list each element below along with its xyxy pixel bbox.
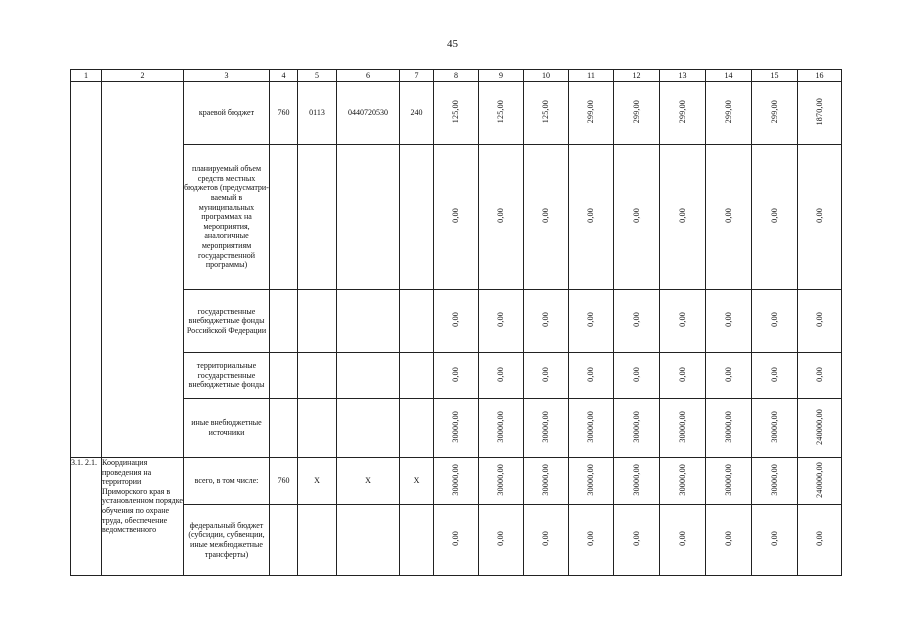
code-cell: 760 [270, 458, 298, 505]
header-cell: 12 [614, 70, 660, 82]
code-cell: X [298, 458, 337, 505]
value-text: 0,00 [496, 531, 506, 547]
value-cell [706, 82, 752, 145]
section-title-empty [102, 82, 184, 458]
code-cell [337, 505, 400, 576]
value-cell [706, 290, 752, 353]
value-text: 0,00 [631, 208, 641, 224]
code-cell: 0113 [298, 82, 337, 145]
code-cell [270, 145, 298, 290]
value-text: 0,00 [677, 366, 687, 382]
table-row [71, 505, 842, 576]
header-cell: 14 [706, 70, 752, 82]
header-cell: 5 [298, 70, 337, 82]
funding-source-label: краевой бюджет [184, 82, 270, 145]
code-cell [400, 353, 434, 399]
section-title: Координация проведения на территории Приморского края в установленном порядке обучения по охране труда, обеспечение ведомственного [102, 458, 184, 576]
value-text: 30000,00 [723, 463, 733, 496]
value-text: 30000,00 [496, 463, 506, 496]
value-cell [614, 353, 660, 399]
value-text: 30000,00 [586, 410, 596, 443]
value-text: 30000,00 [631, 463, 641, 496]
value-text: 299,00 [677, 100, 687, 124]
value-cell [524, 399, 569, 458]
value-cell [706, 399, 752, 458]
value-cell [479, 145, 524, 290]
value-text: 0,00 [723, 531, 733, 547]
code-cell [337, 353, 400, 399]
value-cell [706, 458, 752, 505]
section-number-empty [71, 82, 102, 458]
value-text: 0,00 [451, 366, 461, 382]
value-cell [660, 399, 706, 458]
value-text: 0,00 [677, 312, 687, 328]
value-cell [569, 505, 614, 576]
value-cell [752, 353, 798, 399]
budget-table [70, 69, 842, 576]
header-cell: 13 [660, 70, 706, 82]
value-text: 0,00 [723, 208, 733, 224]
value-cell [479, 399, 524, 458]
header-row [71, 70, 842, 82]
value-text: 0,00 [769, 312, 779, 328]
value-text: 125,00 [451, 100, 461, 124]
value-cell [479, 290, 524, 353]
value-text: 0,00 [451, 208, 461, 224]
value-text: 30000,00 [769, 463, 779, 496]
value-text: 30000,00 [451, 410, 461, 443]
header-cell: 16 [798, 70, 842, 82]
table-row [71, 399, 842, 458]
value-cell [434, 82, 479, 145]
value-cell [706, 145, 752, 290]
value-cell [524, 458, 569, 505]
header-cell: 15 [752, 70, 798, 82]
code-cell: 0440720530 [337, 82, 400, 145]
code-cell [298, 399, 337, 458]
code-cell [400, 290, 434, 353]
value-text: 30000,00 [586, 463, 596, 496]
value-cell [752, 82, 798, 145]
value-text: 0,00 [723, 366, 733, 382]
code-cell [270, 353, 298, 399]
value-text: 0,00 [451, 531, 461, 547]
value-cell [569, 82, 614, 145]
code-cell [337, 290, 400, 353]
value-text: 0,00 [814, 208, 824, 224]
header-cell: 4 [270, 70, 298, 82]
value-text: 0,00 [723, 312, 733, 328]
value-text: 0,00 [631, 366, 641, 382]
value-text: 299,00 [631, 100, 641, 124]
value-cell [798, 505, 842, 576]
value-cell [479, 505, 524, 576]
value-cell [434, 290, 479, 353]
value-cell [660, 458, 706, 505]
code-cell [298, 145, 337, 290]
header-cell: 3 [184, 70, 270, 82]
code-cell: X [400, 458, 434, 505]
value-cell [660, 82, 706, 145]
value-cell [569, 399, 614, 458]
value-cell [434, 458, 479, 505]
table-row [71, 458, 842, 505]
page-number: 45 [447, 38, 458, 50]
value-cell [524, 145, 569, 290]
code-cell [298, 505, 337, 576]
code-cell: 760 [270, 82, 298, 145]
value-text: 0,00 [677, 531, 687, 547]
value-cell [569, 353, 614, 399]
value-text: 0,00 [541, 366, 551, 382]
funding-source-label: всего, в том числе: [184, 458, 270, 505]
value-cell [752, 505, 798, 576]
value-cell [706, 353, 752, 399]
table-row [71, 82, 842, 145]
value-cell [752, 290, 798, 353]
value-text: 125,00 [541, 100, 551, 124]
value-text: 0,00 [769, 531, 779, 547]
header-cell: 8 [434, 70, 479, 82]
code-cell [400, 505, 434, 576]
value-text: 299,00 [586, 100, 596, 124]
header-cell: 9 [479, 70, 524, 82]
value-text: 30000,00 [541, 463, 551, 496]
value-text: 0,00 [814, 312, 824, 328]
value-cell [614, 505, 660, 576]
funding-source-label: иные внебюджетные источники [184, 399, 270, 458]
value-text: 240000,00 [814, 408, 824, 445]
value-cell [614, 145, 660, 290]
value-cell [752, 458, 798, 505]
value-text: 30000,00 [677, 463, 687, 496]
value-text: 30000,00 [496, 410, 506, 443]
header-cell: 2 [102, 70, 184, 82]
value-text: 30000,00 [677, 410, 687, 443]
header-cell: 6 [337, 70, 400, 82]
value-text: 240000,00 [814, 461, 824, 498]
value-text: 0,00 [586, 208, 596, 224]
value-cell [798, 458, 842, 505]
value-text: 0,00 [586, 312, 596, 328]
value-cell [614, 458, 660, 505]
value-cell [479, 82, 524, 145]
value-cell [524, 353, 569, 399]
table-row [71, 290, 842, 353]
value-text: 0,00 [631, 531, 641, 547]
value-text: 0,00 [496, 208, 506, 224]
value-text: 0,00 [586, 366, 596, 382]
value-cell [524, 290, 569, 353]
value-text: 0,00 [814, 366, 824, 382]
value-cell [569, 290, 614, 353]
value-text: 0,00 [631, 312, 641, 328]
value-text: 30000,00 [541, 410, 551, 443]
value-cell [614, 399, 660, 458]
value-text: 30000,00 [769, 410, 779, 443]
value-text: 30000,00 [723, 410, 733, 443]
funding-source-label: федеральный бюджет (субсидии, субвенции, иные межбюджетные трансферты) [184, 505, 270, 576]
value-text: 0,00 [586, 531, 596, 547]
code-cell [337, 399, 400, 458]
value-cell [569, 145, 614, 290]
funding-source-label: планируемый объем средств местных бюджетов (предусматри-ваемый в муниципальных программах на мероприятия, аналогичные мероприятиям государственной программы) [184, 145, 270, 290]
value-cell [660, 353, 706, 399]
value-cell [660, 505, 706, 576]
value-text: 30000,00 [631, 410, 641, 443]
header-cell: 11 [569, 70, 614, 82]
value-cell [798, 399, 842, 458]
table-row [71, 145, 842, 290]
value-cell [798, 353, 842, 399]
value-text: 0,00 [451, 312, 461, 328]
code-cell: 240 [400, 82, 434, 145]
value-text: 0,00 [496, 312, 506, 328]
code-cell [298, 353, 337, 399]
value-cell [752, 145, 798, 290]
funding-source-label: государственные внебюджетные фонды Российской Федерации [184, 290, 270, 353]
code-cell [400, 399, 434, 458]
value-text: 30000,00 [451, 463, 461, 496]
value-cell [479, 458, 524, 505]
value-cell [798, 145, 842, 290]
value-text: 0,00 [677, 208, 687, 224]
value-cell [660, 145, 706, 290]
code-cell: X [337, 458, 400, 505]
value-text: 299,00 [723, 100, 733, 124]
code-cell [270, 505, 298, 576]
code-cell [270, 399, 298, 458]
value-text: 299,00 [769, 100, 779, 124]
value-text: 0,00 [541, 208, 551, 224]
code-cell [270, 290, 298, 353]
funding-source-label: территориальные государственные внебюджетные фонды [184, 353, 270, 399]
value-cell [434, 353, 479, 399]
header-cell: 7 [400, 70, 434, 82]
value-text: 0,00 [541, 531, 551, 547]
value-cell [524, 505, 569, 576]
value-cell [798, 82, 842, 145]
table-row [71, 353, 842, 399]
value-text: 0,00 [769, 208, 779, 224]
value-text: 0,00 [814, 531, 824, 547]
value-cell [569, 458, 614, 505]
value-cell [434, 505, 479, 576]
value-cell [524, 82, 569, 145]
value-cell [479, 353, 524, 399]
value-text: 125,00 [496, 100, 506, 124]
value-cell [660, 290, 706, 353]
value-cell [434, 145, 479, 290]
header-cell: 1 [71, 70, 102, 82]
value-cell [614, 290, 660, 353]
value-cell [706, 505, 752, 576]
value-cell [752, 399, 798, 458]
value-text: 1870,00 [814, 98, 824, 126]
code-cell [298, 290, 337, 353]
section-number: 3.1. 2.1. [71, 458, 102, 576]
header-cell: 10 [524, 70, 569, 82]
value-text: 0,00 [769, 366, 779, 382]
code-cell [400, 145, 434, 290]
value-cell [614, 82, 660, 145]
value-cell [798, 290, 842, 353]
code-cell [337, 145, 400, 290]
value-text: 0,00 [496, 366, 506, 382]
value-text: 0,00 [541, 312, 551, 328]
value-cell [434, 399, 479, 458]
